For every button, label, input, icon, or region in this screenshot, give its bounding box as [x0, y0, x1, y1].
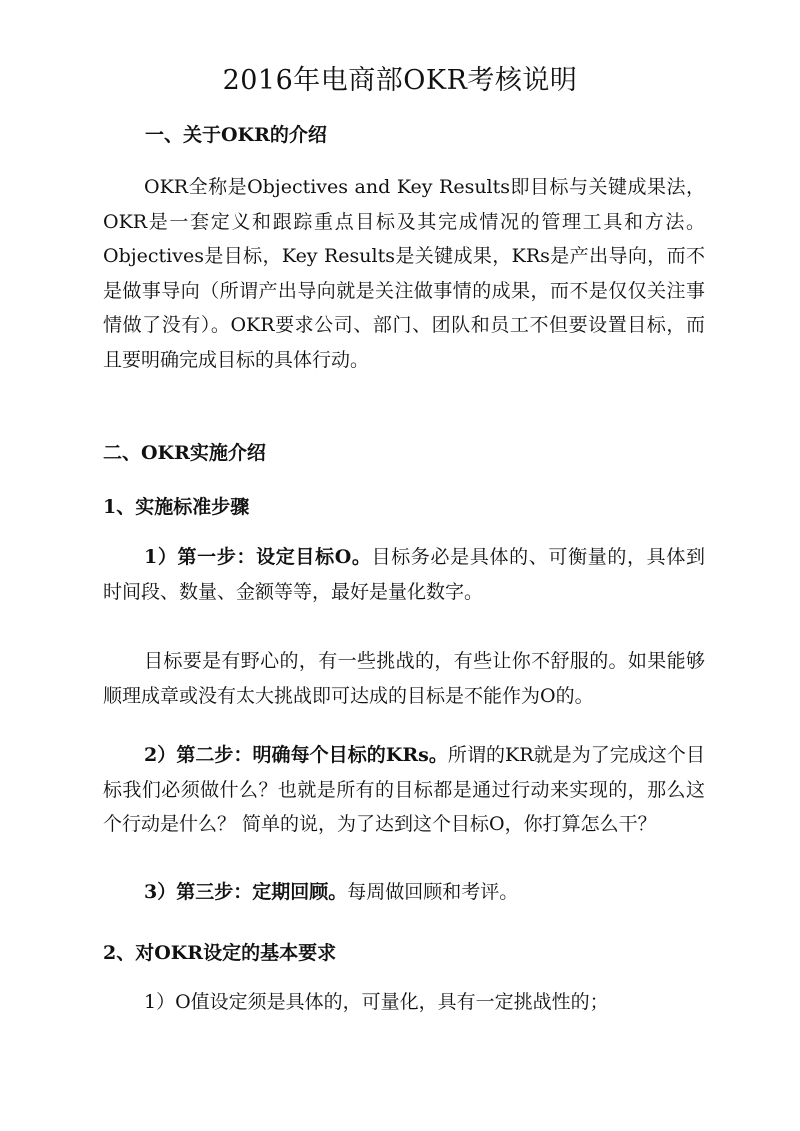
step-1-text: 目标务必是具体的、可衡量的，具体到时间段、数量、金额等等，最好是量化数字。: [103, 546, 705, 603]
section-2-heading: 二、OKR实施介绍: [103, 442, 266, 464]
subsection-2-heading: 2、对OKR设定的基本要求: [103, 942, 337, 964]
step-3-lead: 3）第三步：定期回顾。: [144, 881, 348, 903]
step-2-paragraph: [103, 738, 705, 842]
section-1-heading: 一、关于OKR的介绍: [145, 124, 327, 146]
document-title: 2016年电商部OKR考核说明: [222, 65, 578, 96]
step-1-note: 目标要是有野心的，有一些挑战的，有些让你不舒服的。如果能够顺理成章或没有太大挑战即可达成的目标是不能作为O的。: [103, 650, 705, 707]
requirement-item-1: 1）O值设定须是具体的，可量化，具有一定挑战性的；: [144, 991, 609, 1013]
step-1-lead: 1）第一步：设定目标O。: [144, 546, 372, 568]
subsection-1-heading: 1、实施标准步骤: [103, 496, 250, 518]
step-2-lead: 2）第二步：明确每个目标的KRs。: [144, 744, 448, 766]
step-1-paragraph: [103, 540, 705, 609]
step-3-text: 每周做回顾和考评。: [347, 881, 519, 903]
step-2-text: 所谓的KR就是为了完成这个目标我们必须做什么？也就是所有的目标都是通过行动来实现的，那么这个行动是什么？ 简单的说，为了达到这个目标O，你打算怎么干？: [103, 744, 705, 835]
step-3-paragraph: [103, 875, 705, 910]
section-1-paragraph: OKR全称是Objectives and Key Results即目标与关键成果法，OKR是一套定义和跟踪重点目标及其完成情况的管理工具和方法。Objectives是目标，Key Results是关键成果，KRs是产出导向，而不是做事导向（所谓产出导向就是关注做事情的成果，而不是仅仅关注事情做了没有）。OKR要求公司、部门、团队和员工不但要设置目标，而且要明确完成目标的具体行动。: [103, 176, 705, 371]
